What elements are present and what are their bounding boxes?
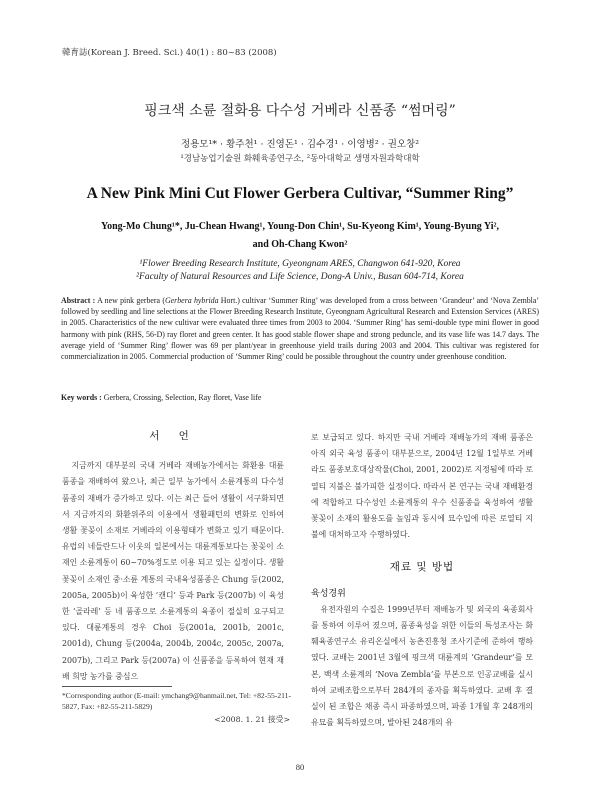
left-column — [62, 430, 285, 685]
methods-heading: 재료 및 방법 — [389, 561, 455, 574]
abstract-label: Abstract : — [61, 296, 96, 305]
introduction-heading: 서 언 — [149, 430, 197, 442]
abstract — [61, 295, 539, 362]
korean-affiliations: ¹경남농업기술원 화훼육종연구소, ²동아대학교 생명자원과학대학 — [180, 154, 420, 164]
abstract-text-1: A new pink gerbera ( — [97, 296, 165, 305]
english-authors-line1: Yong-Mo Chung¹*, Ju-Chean Hwang¹, Young-Don Chin¹, Su-Kyeong Kim¹, Young-Byung Yi², — [100, 221, 500, 232]
english-affiliations — [0, 258, 600, 284]
korean-authors: 정용모¹* · 황주천¹ · 진영돈¹ · 김수경¹ · 이영병² · 권오창² — [180, 139, 420, 150]
introduction-paragraph-cont: 로 보급되고 있다. 하지만 국내 거베라 재배농가의 재배 품종은 아직 외국 육성 품종이 대부분으로, 2004년 12월 1일부로 거베라도 품종보호대상작물(Choi, 2001, 2002)로 지정됨에 따라 로열티 지불은 불가피한 실정이다. 따라서 본 연구는 국내 재배환경에 적합하고 다수성인 소륜계통의 우수 신품종을 육성하여 생활꽃꽂이 소재의 활용도를 높임과 동시에 묘수입에 따른 로열티 지불에 대처하고자 수행하였다. — [311, 433, 533, 540]
english-affiliation-2: ²Faculty of Natural Resources and Life Science, Dong-A Univ., Busan 604-714, Korea — [136, 272, 464, 282]
keywords-label: Key words : — [61, 393, 102, 402]
journal-citation: 韓育誌(Korean J. Breed. Sci.) 40(1) : 80~83 (2008) — [62, 48, 277, 58]
english-affiliation-1: ¹Flower Breeding Research Institute, Gyeongnam ARES, Changwon 641-920, Korea — [139, 259, 461, 269]
page-number: 80 — [295, 762, 305, 772]
keywords-text: Gerbera, Crossing, Selection, Ray floret, Vase life — [103, 393, 262, 402]
abstract-text-2: Hort.) cultivar ‘Summer Ring’ was developed from a cross between ‘Grandeur’ and ‘Nova Zembla’ followed by seedling and line selections at the Flower Breeding Research Institute, Gyeongnam Agricultural Research and Extension Services (ARES) in 2005. Characteristics of the new cultivar were evaluated three times from 2003 to 2004. ‘Summer Ring’ has semi-double type mini flower in good harmony with pink (RHS, 56-D) ray floret and green center. It has good stable flower shape and strong peduncle, and its vase life was 14.7 days. The average yield of ‘Summer Ring’ flower was 69 per plant/year in greenhouse yield trails during 2003 and 2004. This cultivar was registered for commercialization in 2005. Commercial production of ‘Summer Ring’ could be possible throughout the country under greenhouse condition. — [61, 296, 539, 362]
right-column — [311, 430, 533, 731]
methods-paragraph: 유전자원의 수집은 1999년부터 재배농가 및 외국의 육종회사를 통하여 이루어 졌으며, 품종육성을 위한 이들의 특성조사는 화훼육종연구소 유리온실에서 농촌진흥청 조사기준에 준하여 행하였다. 교배는 2001년 3월에 핑크색 대륜계의 ‘Grandeur’를 모본, 백색 소륜계의 ‘Nova Zembla’를 부본으로 인공교배를 실시하여 교배조합으로부터 284개의 종자를 획득하였다. 교배 후 결실이 된 조합은 채종 즉시 파종하였으며, 파종 1개월 후 248개의 유묘를 획득하였으며, 발아된 248개의 유 — [311, 604, 533, 728]
breeding-subheading: 육성경위 — [311, 588, 346, 599]
english-authors — [40, 218, 560, 254]
corresponding-author-footnote: *Corresponding author (E-mail: ymchang9@hanmail.net, Tel: +82-55-211-5827, Fax: +82-55-211-5829) — [62, 691, 292, 711]
keywords — [61, 393, 539, 402]
abstract-species: Gerbera hybrida — [164, 296, 219, 305]
received-date: <2008. 1. 21 接受> — [214, 715, 290, 724]
english-title: A New Pink Mini Cut Flower Gerbera Cultivar, “Summer Ring” — [86, 185, 514, 202]
footnote-divider — [62, 686, 172, 687]
introduction-paragraph: 지금까지 대부분의 국내 거베라 재배농가에서는 화환용 대륜 품종을 재배하여 왔으나, 최근 일부 농가에서 소륜계통의 다수성 품종의 재배가 증가하고 있다. 이는 최근 들어 생활이 서구화되면서 지금까지의 화환위주의 이용에서 생활패턴의 변화로 인하여 생활 꽃꽂이 소재로 거베라의 이용형태가 변화고 있기 때문이다. 유럽의 네들란드나 이웃의 일본에서는 대륜계통보다는 꽃꽂이 소재인 소륜계통이 60~70%정도로 이용 되고 있는 실정이다. 생활꽃꽂이 소재인 중·소륜 계통의 국내육성품종은 Chung 등(2002, 2005a, 2005b)이 육성한 ‘캔디’ 등과 Park 등(2007b) 이 육성한 ‘골라레’ 등 네 품종으로 소륜계통의 육종이 절실히 요구되고 있다. 대륜계통의 경우 Choi 등(2001a, 2001b, 2001c, 2001d), Chung 등(2004a, 2004b, 2004c, 2005c, 2007a, 2007b), 그리고 Park 등(2007a) 이 신품종을 등록하여 현재 재배 희망 농가를 중심으 — [62, 461, 285, 681]
korean-title: 핑크색 소륜 절화용 다수성 거베라 신품종 “썸머링” — [144, 103, 456, 119]
english-authors-line2: and Oh-Chang Kwon² — [252, 239, 348, 250]
